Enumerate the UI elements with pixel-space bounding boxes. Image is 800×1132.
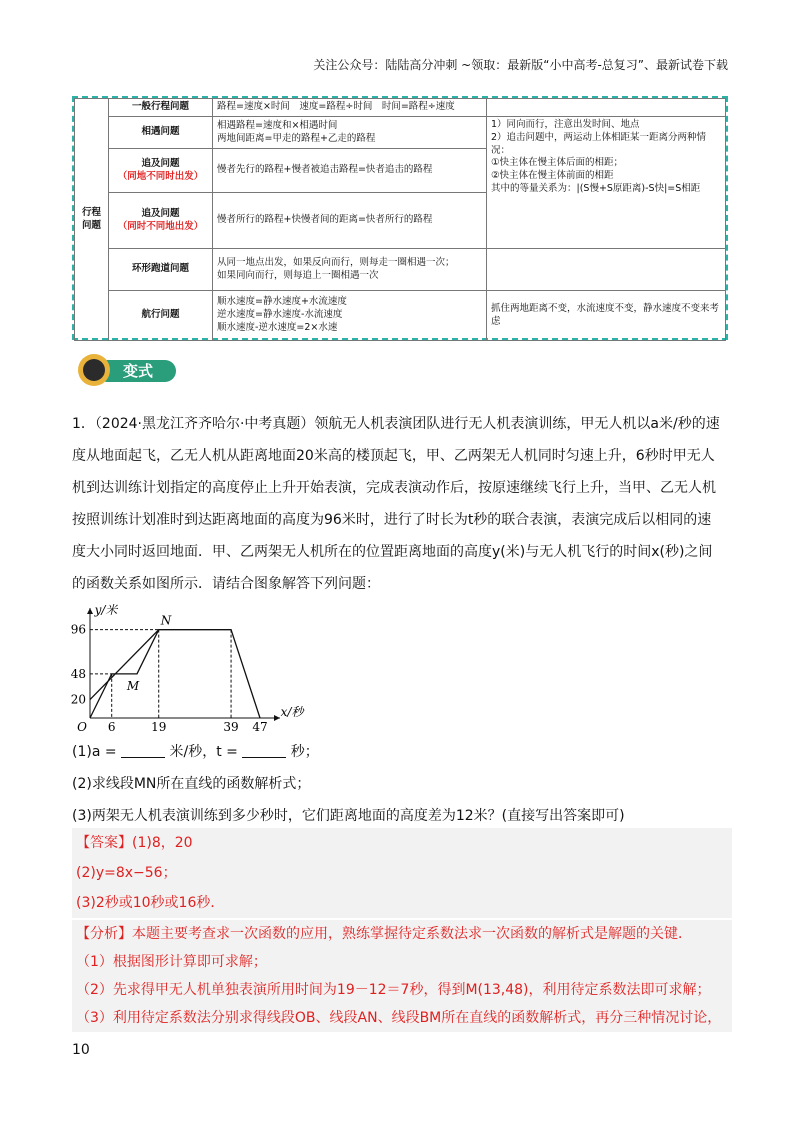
question-2: (2)求线段MN所在直线的函数解析式；: [72, 776, 311, 792]
series-line-1: [90, 630, 159, 700]
row-formula: 从同一地点出发，如果反向而行，则每走一圈相遇一次； 如果同向而行，则每追上一圈相遇一次: [213, 249, 487, 291]
row-name: 追及问题: [141, 157, 180, 169]
x-axis-arrow: [274, 715, 280, 721]
row-note: 抓住两地距离不变，水流速度不变，静水速度不变来考虑: [487, 291, 726, 341]
page-header: 关注公众号：陆陆高分冲刺 ~领取：最新版“小中高考-总复习”、最新试卷下载: [313, 58, 728, 72]
row-formula: 顺水速度=静水速度+水流速度 逆水速度=静水速度-水流速度 顺水速度-逆水速度=2×水速: [213, 291, 487, 341]
answer-2: (2)y=8x−56；: [76, 865, 177, 881]
point-label-m: M: [126, 678, 140, 693]
q1-part-a: (1)a =: [72, 744, 117, 760]
y-axis-arrow: [87, 608, 93, 614]
y-tick-label: 96: [70, 622, 86, 637]
badge-inner: [83, 359, 105, 381]
problem-line: 度大小同时返回地面．甲、乙两架无人机所在的位置距离地面的高度y(米)与无人机飞行的时间x(秒)之间: [72, 544, 713, 560]
questions: [72, 736, 732, 832]
answer-blank[interactable]: [121, 743, 165, 758]
function-chart: [66, 600, 306, 740]
answer-tag: 【答案】: [76, 835, 132, 851]
problem-line: 按照训练计划准时到达距离地面的高度为96米时，进行了时长为t秒的联合表演，表演完成后以相同的速: [72, 512, 712, 528]
page-number: 10: [72, 1042, 90, 1058]
analysis-tag: 【分析】: [76, 926, 132, 942]
analysis-line: [72, 920, 732, 948]
answer-blank[interactable]: [242, 743, 286, 758]
x-tick-label: 39: [223, 720, 239, 734]
row-formula: 慢者所行的路程+快慢者间的距离=快者所行的路程: [213, 193, 487, 249]
question-3: (3)两架无人机表演训练到多少秒时，它们距离地面的高度差为12米？(直接写出答案即可): [72, 808, 625, 824]
answer-box: [72, 828, 732, 918]
x-tick-label: 47: [252, 720, 268, 734]
q1-part-b: 米/秒，t =: [169, 744, 238, 760]
answer-1: [72, 828, 732, 858]
row-formula: 路程=速度×时间 速度=路程÷时间 时间=路程÷速度: [213, 99, 487, 117]
answer-3: (3)2秒或10秒或16秒．: [76, 895, 225, 911]
row-note: [487, 249, 726, 291]
badge-text: 变式: [122, 362, 154, 380]
point-label-n: N: [160, 613, 172, 628]
analysis-box: [72, 920, 732, 1032]
formula-table: [72, 96, 728, 340]
row-name: 相遇问题: [109, 117, 213, 149]
problem-line: 的函数关系如图所示．请结合图象解答下列问题：: [72, 576, 380, 592]
problem-line: 机到达训练计划指定的高度停止上升开始表演，完成表演动作后，按原速继续飞行上升，当甲、乙无人机: [72, 480, 716, 496]
row-note: [487, 99, 726, 117]
row-name-block: [109, 193, 213, 249]
table-category: 行程问题: [75, 99, 109, 341]
analysis-step-1: （1）根据图形计算即可求解；: [76, 954, 267, 970]
x-tick-label: 6: [107, 720, 116, 734]
y-tick-label: 48: [70, 666, 86, 681]
q1-part-c: 秒；: [290, 744, 319, 760]
row-name: 环形跑道问题: [109, 249, 213, 291]
row-note: 1）同向而行，注意出发时间、地点 2）追击问题中，两运动上体相距某一距离分两种情况： ①快主体在慢主体后面的相距； ②快主体在慢主体前面的相距 其中的等量关系为：|(S慢+S原距离)-S快|=S相距: [487, 117, 726, 249]
variant-badge: [76, 352, 180, 388]
problem-line: 1．（2024·黑龙江齐齐哈尔·中考真题）领航无人机表演团队进行无人机表演训练，甲无人机以a米/秒的速: [72, 416, 720, 432]
origin-label: O: [77, 720, 87, 734]
x-axis-label: x/秒: [280, 705, 304, 719]
row-formula: 相遇路程=速度和×相遇时间 两地间距离=甲走的路程+乙走的路程: [213, 117, 487, 149]
x-tick-label: 19: [151, 720, 167, 734]
answer-1-text: (1)8，20: [132, 835, 193, 851]
analysis-text: 本题主要考查求一次函数的应用，熟练掌握待定系数法求一次函数的解析式是解题的关键．: [132, 926, 692, 942]
problem-line: 度从地面起飞，乙无人机从距离地面20米高的楼顶起飞，甲、乙两架无人机同时匀速上升，6秒时甲无人: [72, 448, 715, 464]
analysis-step-3: （3）利用待定系数法分别求得线段OB、线段AN、线段BM所在直线的函数解析式，再分三种情况讨论，: [76, 1010, 722, 1026]
row-sub: （同时不同地出发）: [117, 220, 204, 232]
y-axis-label: y/米: [94, 603, 118, 617]
row-name: 航行问题: [109, 291, 213, 341]
row-name: 一般行程问题: [109, 99, 213, 117]
question-1: [72, 736, 732, 768]
analysis-step-2: （2）先求得甲无人机单独表演所用时间为19－12＝7秒，得到M(13,48)，利用待定系数法即可求解；: [76, 982, 711, 998]
row-formula: 慢者先行的路程+慢者被追击路程=快者追击的路程: [213, 149, 487, 193]
problem-text: [72, 408, 732, 600]
row-name-block: [109, 149, 213, 193]
y-tick-label: 20: [70, 692, 86, 707]
row-sub: （同地不同时出发）: [117, 170, 204, 182]
row-name: 追及问题: [141, 207, 180, 219]
